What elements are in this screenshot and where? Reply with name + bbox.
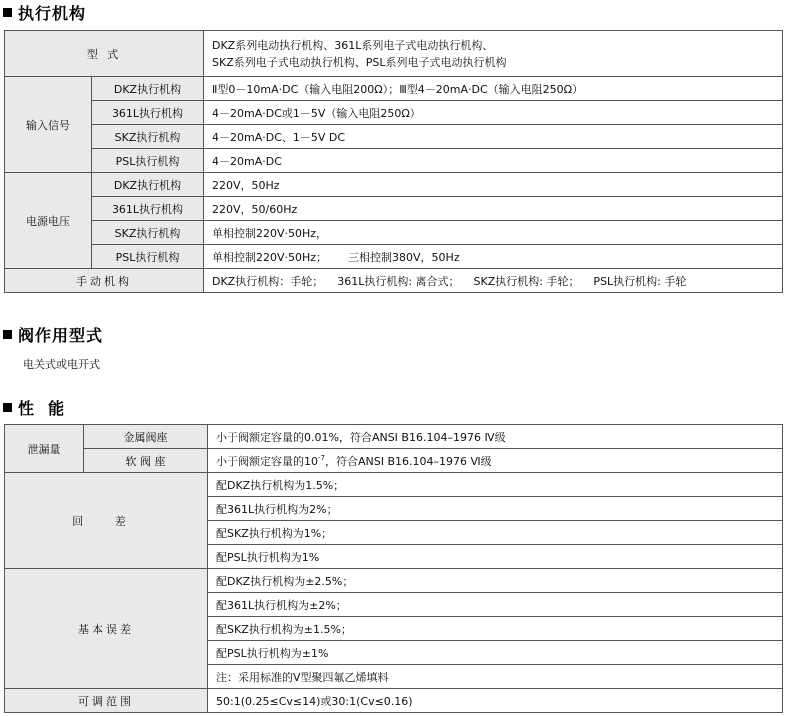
actuator-table bbox=[4, 30, 783, 293]
basic-error-label: 基本误差 bbox=[5, 569, 208, 689]
power-row-value: 单相控制220V·50Hz， bbox=[204, 221, 783, 245]
manual-mechanism-label: 手动机构 bbox=[5, 269, 204, 293]
power-row-name: SKZ执行机构 bbox=[92, 221, 204, 245]
basic-error-row: 配SKZ执行机构为±1.5%； bbox=[208, 617, 783, 641]
valve-action-text: 电关式或电开式 bbox=[23, 358, 100, 371]
model-label: 型 式 bbox=[5, 31, 204, 77]
performance-table bbox=[4, 424, 783, 713]
input-row-name: 361L执行机构 bbox=[92, 101, 204, 125]
section-heading-valve-action bbox=[3, 323, 103, 346]
section-title: 性 能 bbox=[18, 399, 66, 418]
model-cell bbox=[204, 31, 783, 77]
power-row-name: 361L执行机构 bbox=[92, 197, 204, 221]
input-row-name: DKZ执行机构 bbox=[92, 77, 204, 101]
power-row-value: 220V，50Hz bbox=[204, 173, 783, 197]
bullet-square-icon bbox=[3, 403, 12, 412]
leak-value-suffix: ，符合ANSI B16.104–1976 Ⅵ级 bbox=[324, 454, 492, 468]
leak-row-value: 小于阀额定容量的0.01%，符合ANSI B16.104–1976 Ⅳ级 bbox=[208, 425, 783, 449]
leak-row-name: 软 阀 座 bbox=[84, 449, 208, 473]
hysteresis-label: 回 差 bbox=[5, 473, 208, 569]
leakage-label: 泄漏量 bbox=[5, 425, 84, 473]
bullet-square-icon bbox=[3, 8, 12, 17]
power-row-value: 220V，50/60Hz bbox=[204, 197, 783, 221]
adjustable-range-label: 可调范围 bbox=[5, 689, 208, 713]
input-row-value: 4－20mA·DC或1－5V（输入电阻250Ω） bbox=[204, 101, 783, 125]
power-row-name: PSL执行机构 bbox=[92, 245, 204, 269]
power-row-name: DKZ执行机构 bbox=[92, 173, 204, 197]
input-row-name: PSL执行机构 bbox=[92, 149, 204, 173]
section-title: 阀作用型式 bbox=[18, 326, 104, 345]
basic-error-row: 配361L执行机构为±2%； bbox=[208, 593, 783, 617]
adjustable-range-value: 50:1(0.25≤Cv≤14)或30:1(Cv≤0.16) bbox=[208, 689, 783, 713]
hysteresis-row: 配SKZ执行机构为1%； bbox=[208, 521, 783, 545]
leak-row-name: 金属阀座 bbox=[84, 425, 208, 449]
basic-error-row: 注：采用标准的V型聚四氟乙烯填料 bbox=[208, 665, 783, 689]
basic-error-row: 配DKZ执行机构为±2.5%； bbox=[208, 569, 783, 593]
manual-mechanism-value: DKZ执行机构：手轮； 361L执行机构: 离合式； SKZ执行机构: 手轮； PSL执行机构: 手轮 bbox=[204, 269, 783, 293]
hysteresis-row: 配361L执行机构为2%； bbox=[208, 497, 783, 521]
leak-value-prefix: 小于阀额定容量的10 bbox=[216, 454, 318, 468]
input-signal-label: 输入信号 bbox=[5, 77, 92, 173]
model-text-line-2: SKZ系列电子式电动执行机构、PSL系列电子式电动执行机构 bbox=[212, 55, 507, 69]
power-row-value: 单相控制220V·50Hz； 三相控制380V，50Hz bbox=[204, 245, 783, 269]
model-text-line-1: DKZ系列电动执行机构、361L系列电子式电动执行机构、 bbox=[212, 38, 494, 52]
power-voltage-label: 电源电压 bbox=[5, 173, 92, 269]
leak-value-exponent: -7 bbox=[318, 453, 325, 462]
input-row-value: 4－20mA·DC、1－5V DC bbox=[204, 125, 783, 149]
bullet-square-icon bbox=[3, 330, 12, 339]
section-heading-actuator bbox=[3, 1, 86, 24]
section-heading-performance bbox=[3, 396, 65, 419]
input-row-value: 4－20mA·DC bbox=[204, 149, 783, 173]
basic-error-row: 配PSL执行机构为±1% bbox=[208, 641, 783, 665]
section-title: 执行机构 bbox=[18, 4, 87, 23]
hysteresis-row: 配DKZ执行机构为1.5%； bbox=[208, 473, 783, 497]
leak-row-value bbox=[208, 449, 783, 473]
hysteresis-row: 配PSL执行机构为1% bbox=[208, 545, 783, 569]
input-row-value: Ⅱ型0－10mA·DC（输入电阻200Ω）；Ⅲ型4－20mA·DC（输入电阻250Ω） bbox=[204, 77, 783, 101]
input-row-name: SKZ执行机构 bbox=[92, 125, 204, 149]
